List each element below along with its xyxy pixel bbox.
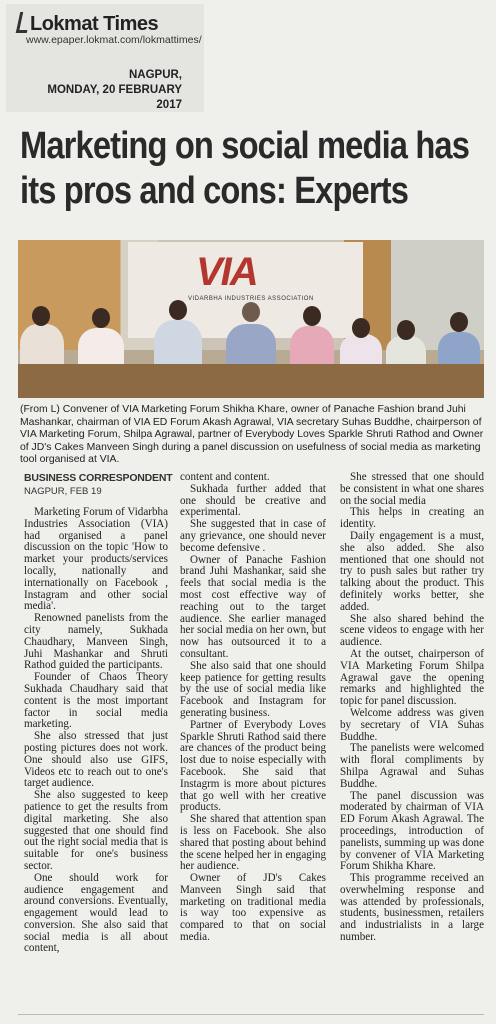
paragraph: Partner of Everybody Loves Sparkle Shruti Rathod said there are chances of the product being lost due to noise especially with Facebook. She said that Instagrm is more about pictures that go well with her creative products. — [180, 718, 326, 814]
paragraph: Owner of JD's Cakes Manveen Singh said that marketing on traditional media is way too expensive as compared to that on social media. — [180, 872, 326, 944]
paragraph: She shared that attention span is less on Facebook. She also shared that posting about behind the scene helped her in engaging her audience. — [180, 813, 326, 873]
paragraph: She stressed that one should be consistent in what one shares on the social media — [340, 471, 484, 507]
headline — [20, 124, 470, 214]
paragraph: She also said that one should keep patience for getting results by the use of social media like Facebook and Instagram for generating business. — [180, 659, 326, 719]
article-column-1 — [24, 507, 168, 955]
brand-name: Lokmat Times — [30, 13, 159, 35]
panelist-head — [169, 300, 187, 320]
brand-logo — [18, 12, 158, 36]
via-logo: VIA — [196, 250, 257, 294]
via-banner-subtitle: VIDARBHA INDUSTRIES ASSOCIATION — [188, 296, 314, 302]
panelist-head — [397, 320, 415, 340]
byline: BUSINESS CORRESPONDENT — [24, 472, 173, 484]
paragraph: Renowned panelists from the city namely, Sukhada Chaudhary, Manveen Singh, Juhi Mashankar and Shruti Rathod guided the participants. — [24, 612, 168, 672]
paragraph: She also shared behind the scene videos to engage with her audience. — [340, 612, 484, 649]
headline-line-2: its pros and cons: Experts — [20, 170, 409, 212]
paragraph: This programme received an overwhelming response and was attended by professionals, students, businessmen, retailers and industrialists in a large number. — [340, 872, 484, 944]
issue-date: MONDAY, 20 FEBRUARY 2017 — [47, 84, 182, 111]
panelist-head — [242, 302, 260, 322]
lokmat-logo-icon — [16, 12, 31, 33]
masthead — [6, 4, 204, 112]
paragraph: At the outset, chairperson of VIA Marketing Forum Shilpa Agrawal gave the opening remarks and highlighted the topic for panel discussion. — [340, 647, 484, 708]
paragraph: Marketing Forum of Vidarbha Industries Association (VIA) had organised a panel discussion on the topic 'How to market your products/services locally, nationally and internationally on Facebook , Instagram and other social media'. — [24, 506, 168, 613]
paragraph: Sukhada further added that one should be creative and experimental. — [180, 482, 326, 519]
paragraph: content and content. — [180, 471, 270, 483]
paragraph: One should work for audience engagement and around conversions. Eventually, engagement would lead to conversion. She also said that social media is all about content, — [24, 871, 168, 955]
paragraph: She also suggested to keep patience to get the results from digital marketing. She also suggested that one should find out the right social media that is suitable for one's business sector. — [24, 789, 168, 872]
panelist-head — [352, 318, 370, 338]
place-date: NAGPUR, FEB 19 — [24, 486, 102, 497]
article-column-3 — [340, 472, 484, 944]
paragraph: She suggested that in case of any grievance, one should never become defensive . — [180, 518, 326, 554]
paragraph: The panelists were welcomed with floral compliments by Shilpa Agrawal and Suhas Buddhe. — [340, 742, 484, 790]
paragraph: Welcome address was given by secretary of VIA Suhas Buddhe. — [340, 706, 484, 743]
event-photo — [18, 240, 484, 398]
panel-table — [18, 364, 484, 398]
paragraph: This helps in creating an identity. — [340, 506, 484, 531]
page-bottom-rule — [18, 1014, 484, 1015]
paragraph: The panel discussion was moderated by chairman of VIA ED Forum Akash Agrawal. The proceedings, introduction of panelists, summing up was done by convener of VIA Marketing Forum Shikha Khare. — [340, 789, 484, 873]
epaper-url: www.epaper.lokmat.com/lokmattimes/ — [26, 34, 202, 46]
paragraph: Daily engagement is a must, she also added. She also mentioned that one should not try to push sales but rather try talking about the product. This definitely works better, she added. — [340, 529, 484, 613]
panelist-head — [32, 306, 50, 326]
city: NAGPUR, — [128, 69, 182, 81]
paragraph: Owner of Panache Fashion brand Juhi Mashankar, said she feels that social media is the most cost effective way of reaching out to the target audience. She earlier managed her social media on her own, but now has outsourced it to a consultant. — [180, 553, 326, 660]
dateline — [24, 68, 182, 113]
photo-caption: (From L) Convener of VIA Marketing Forum Shikha Khare, owner of Panache Fashion brand Juhi Mashankar, chairman of VIA ED Forum Akash Agrawal, VIA secretary Suhas Buddhe, chairperson of VIA Marketing Forum, Shilpa Agrawal, partner of Everybody Loves Sparkle Shruti Rathod and Owner of JD's Cakes Manveen Singh during a panel discussion on usefulness of social media as marketing tool organised at VIA. — [20, 404, 484, 466]
panelist-head — [92, 308, 110, 328]
article-column-2 — [180, 472, 326, 944]
headline-line-1: Marketing on social media has — [20, 125, 470, 167]
paragraph: Founder of Chaos Theory Sukhada Chaudhary said that content is the most important factor in social media marketing. — [24, 671, 168, 731]
panelist-head — [450, 312, 468, 332]
panelist-head — [303, 306, 321, 326]
paragraph: She also stressed that just posting pictures does not work. One should also use GIFS, Videos etc to reach out to one's target audience. — [24, 730, 168, 790]
